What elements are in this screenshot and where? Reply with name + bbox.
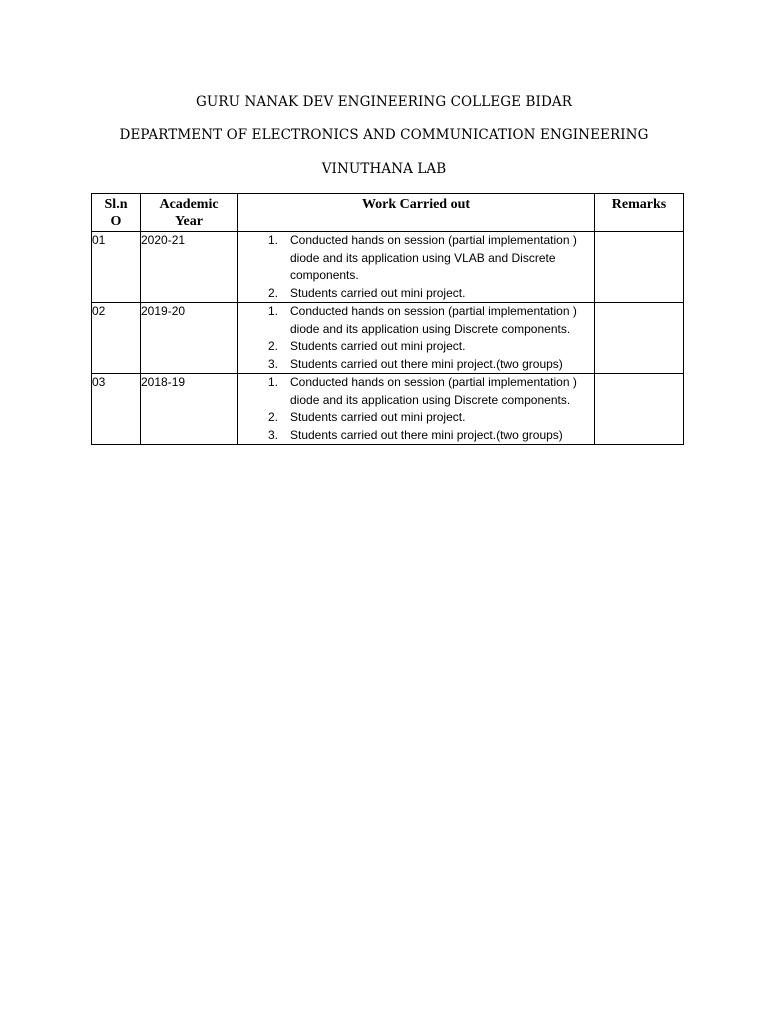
header-remarks: Remarks — [595, 194, 684, 232]
row-slno: 01 — [92, 232, 141, 303]
table-row — [92, 303, 684, 374]
table-row — [92, 232, 684, 303]
table-body — [92, 232, 684, 445]
work-item — [238, 303, 594, 338]
row-year: 2018-19 — [141, 374, 238, 445]
row-work — [238, 303, 595, 374]
work-item-number: 2. — [268, 285, 279, 300]
work-item-number: 3. — [268, 356, 279, 371]
work-item — [238, 338, 594, 356]
work-item — [238, 409, 594, 427]
work-item — [238, 427, 594, 445]
row-remarks — [595, 374, 684, 445]
work-item — [238, 232, 594, 285]
work-item-text: Conducted hands on session (partial implementation ) diode and its application using VLAB and Discrete components. — [290, 233, 577, 282]
work-table — [91, 193, 684, 445]
work-item — [238, 374, 594, 409]
row-remarks — [595, 232, 684, 303]
work-item-text: Students carried out mini project. — [290, 285, 466, 300]
row-work — [238, 232, 595, 303]
department-title: DEPARTMENT OF ELECTRONICS AND COMMUNICATION ENGINEERING — [119, 127, 649, 143]
work-item — [238, 285, 594, 303]
work-list — [238, 232, 594, 302]
row-slno: 03 — [92, 374, 141, 445]
table-row — [92, 374, 684, 445]
header-slno: Sl.n O — [92, 194, 141, 232]
work-item — [238, 356, 594, 374]
work-item-number: 2. — [268, 410, 279, 424]
row-remarks — [595, 303, 684, 374]
college-title: GURU NANAK DEV ENGINEERING COLLEGE BIDAR — [195, 94, 572, 110]
work-item-text: Students carried out mini project. — [290, 410, 466, 424]
row-year: 2020-21 — [141, 232, 238, 303]
work-item-number: 2. — [268, 339, 279, 353]
work-item-text: Conducted hands on session (partial implementation ) diode and its application using Discrete components. — [290, 375, 577, 407]
work-item-text: Students carried out there mini project.(two groups) — [290, 427, 563, 442]
work-item-text: Students carried out there mini project.(two groups) — [290, 356, 563, 371]
work-item-number: 1. — [268, 375, 279, 389]
work-item-text: Students carried out mini project. — [290, 339, 466, 353]
row-year: 2019-20 — [141, 303, 238, 374]
table-header-row — [92, 194, 684, 232]
work-list — [238, 303, 594, 373]
work-item-number: 1. — [268, 304, 279, 318]
work-list — [238, 374, 594, 444]
header-academic-year: Academic Year — [141, 194, 238, 232]
header-work: Work Carried out — [238, 194, 595, 232]
row-slno: 02 — [92, 303, 141, 374]
lab-title: VINUTHANA LAB — [321, 161, 447, 177]
work-item-number: 3. — [268, 427, 279, 442]
work-item-number: 1. — [268, 233, 279, 247]
row-work — [238, 374, 595, 445]
work-item-text: Conducted hands on session (partial implementation ) diode and its application using Discrete components. — [290, 304, 577, 336]
